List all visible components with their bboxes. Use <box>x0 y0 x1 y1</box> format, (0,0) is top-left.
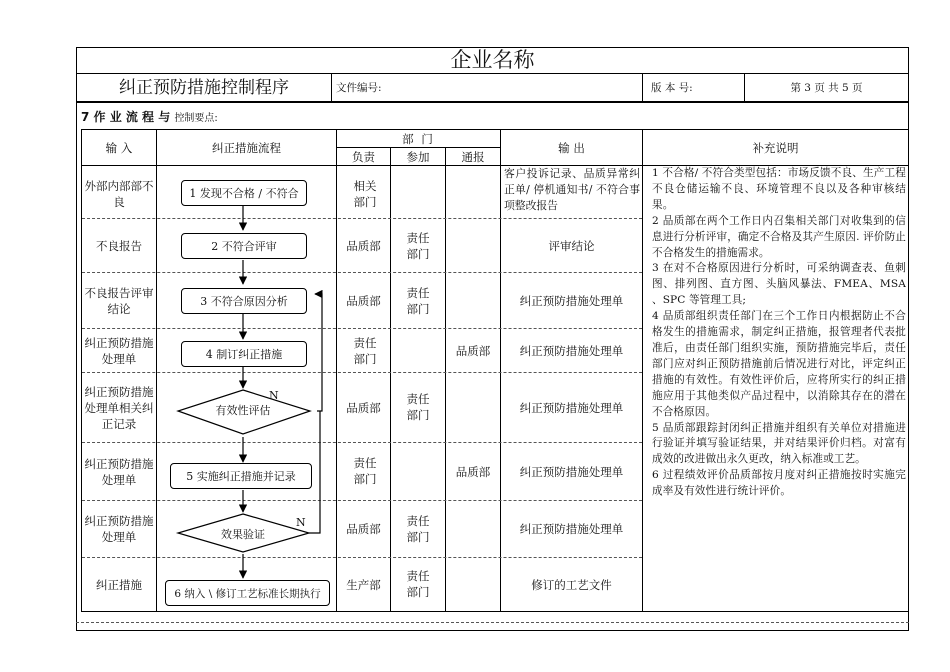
output-cell: 纠正预防措施处理单 <box>519 400 624 415</box>
resp-cell: 责任部门 <box>353 456 377 486</box>
note-item: 4 品质部组织责任部门在三个工作日内根据防止不合格发生的措施需求，制定纠正措施，报管理者代表批准后，由责任部门组织实施，预防措施完毕后，责任部门应对纠正预防措施前后情况进行对比，评定纠正措施的有效性。有效性评价后，应将所实行的纠正措施应用于其他类似产品过程中，以消除其存在的潜在不合格原因。 <box>652 310 906 418</box>
header-line-2 <box>76 101 909 103</box>
col-line-6 <box>642 129 643 612</box>
diamond-label-evaluate: 有效性评估 <box>215 404 271 417</box>
join-cell: 责任部门 <box>406 514 430 544</box>
frame-right <box>908 47 909 631</box>
resp-cell: 品质部 <box>346 522 381 536</box>
note-item: 6 过程绩效评价品质部按月度对纠正措施按时实施完成率及有效性进行统计评价。 <box>652 469 906 498</box>
table-bottom <box>81 611 909 612</box>
frame-left <box>76 47 77 631</box>
resp-cell: 品质部 <box>346 238 381 253</box>
flow-step-4: 4 制订纠正措施 <box>181 341 307 367</box>
col-header-dept: 部 门 <box>402 131 435 146</box>
input-cell: 纠正预防措施处理单 <box>84 456 154 487</box>
version-label: 版 本 号: <box>651 81 693 94</box>
join-cell: 责任部门 <box>406 392 430 422</box>
col-header-output: 输 出 <box>558 140 585 155</box>
note-item: 1 不合格/ 不符合类型包括：市场反馈不良、生产工程不良仓储运输不良、环境管理不良以及各种审核结果。 <box>652 167 906 211</box>
section-title <box>81 108 218 125</box>
input-cell: 不良报告评审结论 <box>84 285 154 316</box>
notify-cell: 品质部 <box>455 464 491 479</box>
section-title-main: 7 作 业 流 程 与 <box>81 110 171 124</box>
note-item: 2 品质部在两个工作日内召集相关部门对收集到的信息进行分析评审，确定不合格及其产生原因. 评价防止不合格发生的措施需求。 <box>652 214 906 259</box>
flow-step-1: 1 发现不合格 / 不符合 <box>181 180 307 206</box>
note-item: 3 在对不合格原因进行分析时，可采纳调查表、鱼刺图、排列图、直方图、头脑风暴法、FMEA、MSA 、SPC 等管理工具; <box>652 262 906 307</box>
company-name: 企业名称 <box>450 48 535 72</box>
col-header-notes: 补充说明 <box>752 140 799 155</box>
output-cell: 纠正预防措施处理单 <box>519 464 624 479</box>
input-cell: 纠正预防措施处理单 <box>84 335 154 366</box>
flow-step-3: 3 不符合原因分析 <box>181 288 307 314</box>
branch-label-n-2: N <box>296 516 306 529</box>
branch-label-n-1: N <box>269 389 279 402</box>
file-no-label: 文件编号: <box>336 81 382 94</box>
frame-bottom <box>76 630 909 631</box>
table-left <box>81 129 82 612</box>
join-cell: 责任部门 <box>406 231 430 261</box>
col-header-resp: 负责 <box>352 149 375 164</box>
output-cell: 纠正预防措施处理单 <box>519 522 624 536</box>
output-cell: 修订的工艺文件 <box>531 577 612 592</box>
resp-cell: 品质部 <box>346 400 381 415</box>
resp-cell: 责任部门 <box>353 335 377 366</box>
input-cell: 纠正预防措施处理单 <box>84 514 154 544</box>
output-cell: 评审结论 <box>548 238 595 253</box>
page-info: 第 3 页 共 5 页 <box>790 81 863 94</box>
flow-step-2: 2 不符合评审 <box>181 233 307 259</box>
header-div-2 <box>642 73 643 101</box>
diamond-label-verify: 效果验证 <box>221 528 265 541</box>
input-cell: 不良报告 <box>96 238 142 253</box>
input-cell: 纠正措施 <box>96 577 142 592</box>
header-div-1 <box>331 73 332 101</box>
flow-step-5: 5 实施纠正措施并记录 <box>170 463 312 489</box>
col-header-flow: 纠正措施流程 <box>212 140 281 155</box>
join-cell: 责任部门 <box>406 286 430 316</box>
notes-block <box>652 166 906 500</box>
section-title-sub: 控制要点: <box>174 113 218 124</box>
output-cell: 纠正预防措施处理单 <box>519 293 624 308</box>
col-header-join: 参加 <box>406 149 430 164</box>
page-bottom-dash <box>76 622 909 623</box>
note-item: 5 品质部跟踪封闭纠正措施并组织有关单位对措施进行验证并填写验证结果，并对结果评价归档。对富有成效的改进做出永久更改，纳入标准或工艺。 <box>652 421 906 466</box>
doc-title: 纠正预防措施控制程序 <box>119 77 289 98</box>
notify-cell: 品质部 <box>455 343 491 358</box>
col-header-input: 输 入 <box>105 140 133 155</box>
flow-step-6: 6 纳入 \ 修订工艺标准长期执行 <box>165 580 330 606</box>
col-line-3 <box>390 147 391 612</box>
output-cell: 纠正预防措施处理单 <box>519 343 624 358</box>
resp-cell: 相关部门 <box>353 179 377 209</box>
input-cell: 外部内部部不良 <box>84 179 154 209</box>
col-line-4 <box>445 147 446 612</box>
input-cell: 纠正预防措施处理单相关纠正记录 <box>84 384 154 431</box>
resp-cell: 生产部 <box>346 577 381 592</box>
resp-cell: 品质部 <box>346 293 381 308</box>
join-cell: 责任部门 <box>406 569 430 599</box>
col-header-notify: 通报 <box>461 149 485 164</box>
output-cell: 客户投诉记录、品质异常纠正单/ 停机通知书/ 不符合事项整改报告 <box>504 167 640 212</box>
